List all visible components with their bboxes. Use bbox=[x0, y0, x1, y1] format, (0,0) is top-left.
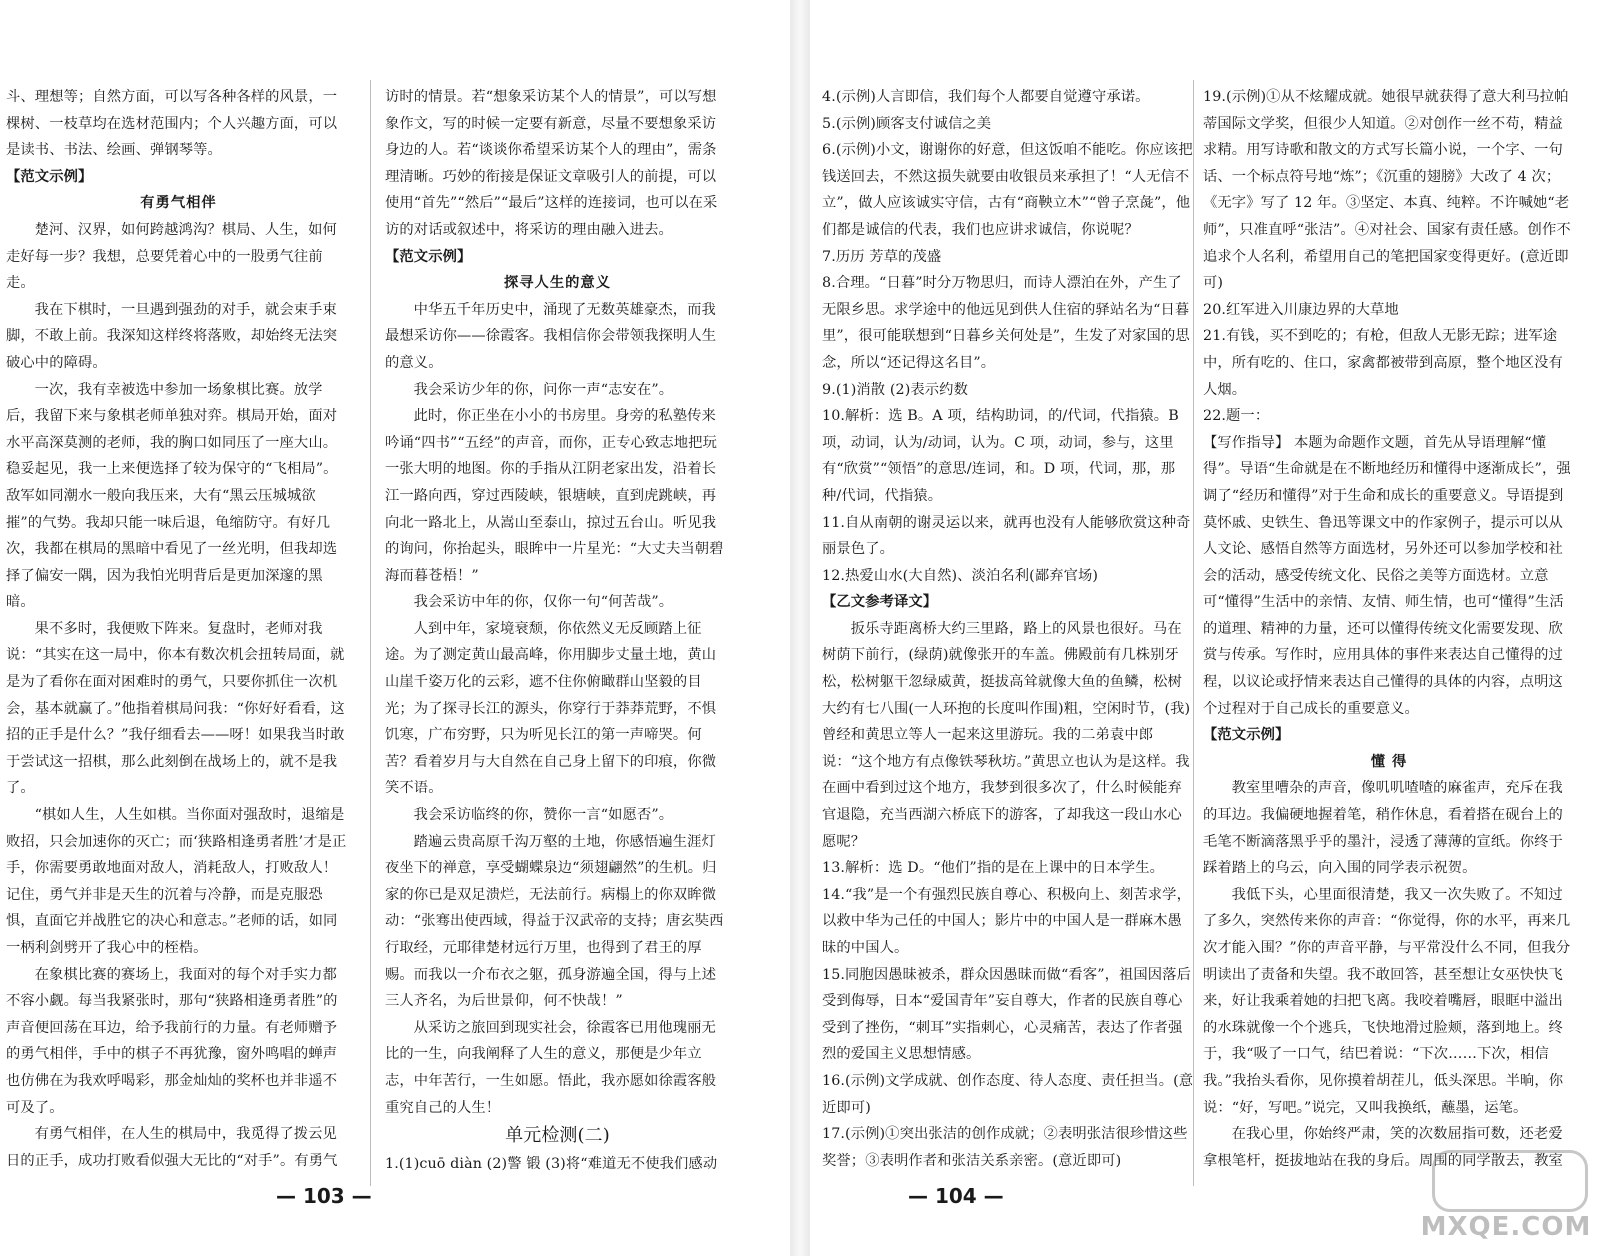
text-paragraph: 我会采访中年的你，仅你一句“何苦哉”。 bbox=[413, 594, 674, 611]
text-paragraph: 【写作指导】 本题为命题作文题，首先从导语理解“懂得”。导语“生命就是在不断地经历和懂得中逐渐成长”，强调了“经历和懂得”对于生命和成长的重要意义。导语提到莫怀戚、史铁生、鲁迅等课文中的作家例子，提示可以从人文论、感悟自然等方面选材，另外还可以参加学校和社会的活动，感受传统文化、民俗之美等方面选材。立意可“懂得”生活中的亲情、友情、师生情，也可“懂得”生活的道理、精神的力量，还可以懂得传统文化需要发现、欣赏与传承。写作时，应用具体的事件来表达自己懂得的过程，以议论或抒情来表达自己懂得的具体的内容，点明这个过程对于自己成长的重要意义。 bbox=[1203, 434, 1571, 717]
section-tag: 【范文示例】 bbox=[1203, 727, 1290, 744]
right-page-column-1 bbox=[822, 84, 1194, 1174]
text-paragraph: 1.(1)cuō diàn (2)警 锻 (3)将“难道无不使我们感动 bbox=[385, 1156, 718, 1173]
watermark-logo bbox=[1418, 1146, 1594, 1250]
text-paragraph: 15.同胞因愚昧被杀，群众因愚昧而做“看客”，祖国因落后受到侮辱，日本“爱国青年”妄自尊大，作者的民族自尊心受到了挫伤，“刺耳”实指刺心，心灵痛苦，表达了作者强烈的爱国主义思想情感。 bbox=[822, 966, 1191, 1063]
text-paragraph: 从采访之旅回到现实社会，徐霞客已用他瑰丽无比的一生，向我阐释了人生的意义，那便是少年立志，中年苦行，一生如愿。悟此，我亦愿如徐霞客般重究自己的人生！ bbox=[385, 1019, 717, 1116]
text-paragraph: 访时的情景。若“想象采访某个人的情景”，可以写想象作文，写的时候一定要有新意，尽量不要想象采访身边的人。若“谈谈你希望采访某个人的理由”，需条理清晰。巧妙的衔接是保证文章吸引人的前提，可以使用“首先”“然后”“最后”这样的连接词，也可以在采访的对话或叙述中，将采访的理由融入进去。 bbox=[385, 89, 718, 238]
text-paragraph: 人到中年，家境衰颓，你依然义无反顾踏上征途。为了测定黄山最高峰，你用脚步丈量土地，黄山山崖千姿万化的云彩，遮不住你俯瞰群山坚毅的目光；为了探寻长江的源头，你穿行于莽莽荒野，不惧饥寒，广布穷野，只为听见长江的第一声啼哭。何苦？看着岁月与大自然在自己身上留下的印痕，你微笑不语。 bbox=[385, 620, 717, 797]
essay-title: 懂 得 bbox=[1370, 753, 1408, 770]
text-paragraph: 斗、理想等；自然方面，可以写各种各样的风景，一棵树、一枝草均在选材范围内；个人兴趣方面，可以是读书、书法、绘画、弹钢琴等。 bbox=[6, 89, 338, 159]
text-paragraph: 9.(1)消散 (2)表示约数 bbox=[822, 381, 968, 398]
text-paragraph: 在象棋比赛的赛场上，我面对的每个对手实力都不容小觑。每当我紧张时，那句“狭路相逢勇者胜”的声音便回荡在耳边，给予我前行的力量。有老师赠予的勇气相伴，手中的棋子不再犹豫，窗外鸣唱的蝉声也仿佛在为我欢呼喝彩，那金灿灿的奖杯也并非遥不可及了。 bbox=[6, 966, 338, 1116]
column-divider bbox=[370, 80, 371, 1186]
text-paragraph: 我会采访临终的你，赞你一言“如愿否”。 bbox=[413, 807, 674, 824]
text-paragraph: 5.(示例)顾客支付诚信之美 bbox=[822, 115, 992, 132]
essay-title: 探寻人生的意义 bbox=[503, 275, 612, 292]
text-paragraph: 教室里嘈杂的声音，像叽叽喳喳的麻雀声，充斥在我的耳边。我偏硬地握着笔，稍作休息，看着搭在砚台上的毛笔不断滴落黑乎乎的墨汁，浸透了薄薄的宣纸。你终于踩着踏上的乌云，向入围的同学表示祝贺。 bbox=[1203, 780, 1563, 877]
left-page-column-1 bbox=[6, 84, 351, 1174]
left-page bbox=[0, 0, 790, 1256]
text-paragraph: 在我心里，你始终严肃，笑的次数屈指可数，还老爱拿根笔杆，挺拔地站在我的身后。周围的同学散去，教室 bbox=[1203, 1126, 1563, 1169]
text-paragraph: 10.解析：选 B。A 项，结构助词，的/代词，代指猿。B 项，动词，认为/动词，认为。C 项，动词，参与，这里有“欣赏”“领悟”的意思/连词，和。D 项，代词，那，那种/代词，代指猿。 bbox=[822, 408, 1179, 504]
text-paragraph: 一次，我有幸被选中参加一场象棋比赛。放学后，我留下来与象棋老师单独对弈。棋局开始，面对水平高深莫测的老师，我的胸口如同压了一座大山。稳妥起见，我一上来便选择了较为保守的“飞相局”。敌军如同潮水一般向我压来，大有“黑云压城城欲摧”的气势。我却只能一味后退，龟缩防守。有好几次，我都在棋局的黑暗中看见了一丝光明，但我却选择了偏安一隅，因为我怕光明背后是更加深邃的黑暗。 bbox=[6, 381, 338, 611]
text-paragraph: 6.(示例)小文，谢谢你的好意，但这饭咱不能吃。你应该把钱送回去，不然这损失就要由收银员来承担了！“人无信不立”，做人应该诚实守信，古有“商鞅立木”“曾子烹彘”，他们都是诚信的代表，我们也应讲求诚信，你说呢？ bbox=[822, 142, 1193, 238]
text-paragraph: 踏遍云贵高原千沟万壑的土地，你感悟遍生涯灯夜坐下的禅意，享受蝴蝶泉边“须翅翩然”的生机。归家的你已是双足溃烂，无法前行。病榻上的你双眸微动：“张骞出使西域，得益于汉武帝的支持；唐玄奘西行取经，元耶律楚材远行万里，也得到了君王的厚赐。而我以一介布衣之躯，孤身游遍全国，得与上述三人齐名，为后世景仰，何不快哉！” bbox=[385, 833, 724, 1010]
text-paragraph: 有勇气相伴，在人生的棋局中，我觅得了拨云见日的正手，成功打败看似强大无比的“对手”。有勇气 bbox=[6, 1126, 338, 1169]
column-divider bbox=[1193, 80, 1194, 1186]
text-paragraph: 20.红军进入川康边界的大草地 bbox=[1203, 301, 1399, 318]
text-paragraph: 19.(示例)①从不炫耀成就。她很早就获得了意大利马拉帕蒂国际文学奖，但很少人知道。②对创作一丝不苟，精益求精。用写诗歌和散文的方式写长篇小说，一个字、一句话、一个标点符号地“炼”；《沉重的翅膀》大改了 4 次；《无字》写了 12 年。③坚定、本真、纯粹。不许喊她“老师”，只准直呼“张洁”。④对社会、国家有责任感。创作不追求个人名利，希望用自己的笔把国家变得更好。(意近即可) bbox=[1203, 89, 1571, 292]
text-paragraph: 17.(示例)①突出张洁的创作成就；②表明张洁很珍惜这些奖誉；③表明作者和张洁关系亲密。(意近即可) bbox=[822, 1126, 1188, 1169]
right-page-column-2 bbox=[1203, 84, 1575, 1174]
text-paragraph: 13.解析：选 D。“他们”指的是在上课中的日本学生。 bbox=[822, 860, 1164, 877]
book-gutter bbox=[790, 0, 810, 1256]
page-number: — 103 — bbox=[276, 1184, 372, 1208]
text-paragraph: 16.(示例)文学成就、创作态度、待人态度、责任担当。(意近即可) bbox=[822, 1072, 1194, 1116]
text-paragraph: 我会采访少年的你，问你一声“志安在”。 bbox=[413, 381, 674, 398]
watermark-stamp-icon bbox=[1432, 1150, 1588, 1212]
text-paragraph: 12.热爱山水(大自然)、淡泊名利(鄙弃官场) bbox=[822, 567, 1099, 584]
text-paragraph: 4.(示例)人言即信，我们每个人都要自觉遵守承诺。 bbox=[822, 89, 1150, 105]
right-page bbox=[810, 0, 1600, 1256]
text-paragraph: 楚河、汉界，如何跨越鸿沟？棋局、人生，如何走好每一步？我想，总要凭着心中的一股勇气往前走。 bbox=[6, 221, 337, 292]
text-paragraph: 我在下棋时，一旦遇到强劲的对手，就会束手束脚，不敢上前。我深知这样终将落败，却始终无法突破心中的障碍。 bbox=[6, 301, 338, 371]
text-paragraph: 8.合理。“日暮”时分万物思归，而诗人漂泊在外，产生了无限乡思。求学途中的他远见到供人住宿的驿站名为“日暮里”，很可能联想到“日暮乡关何处是”，生发了对家国的思念，所以“还记得这名目”。 bbox=[822, 275, 1190, 371]
text-paragraph: “棋如人生，人生如棋。当你面对强敌时，退缩是败招，只会加速你的灭亡；而‘狭路相逢勇者胜’才是正手，你需要勇敢地面对敌人，消耗敌人，打败敌人！记住，勇气并非是天生的沉着与冷静，而是克服恐惧，直面它并战胜它的决心和意志。”老师的话，如同一柄利剑劈开了我心中的桎梏。 bbox=[6, 807, 347, 956]
text-paragraph: 此时，你正坐在小小的书房里。身旁的私塾传来吟诵“四书”“五经”的声音，而你，正专心致志地把玩一张大明的地图。你的手指从江阴老家出发，沿着长江一路向西，穿过西陵峡，银塘峡，直到虎跳峡，再向北一路北上，从嵩山至泰山，掠过五台山。听见我的询问，你抬起头，眼眸中一片星光：“大丈夫当朝碧海而暮苍梧！” bbox=[385, 408, 724, 584]
text-paragraph: 11.自从南朝的谢灵运以来，就再也没有人能够欣赏这种奇丽景色了。 bbox=[822, 514, 1191, 558]
text-paragraph: 7.历历 芳草的茂盛 bbox=[822, 248, 942, 265]
section-tag: 【范文示例】 bbox=[385, 248, 472, 265]
page-number: — 104 — bbox=[908, 1184, 1004, 1208]
essay-title: 有勇气相伴 bbox=[140, 195, 217, 212]
text-paragraph: 果不多时，我便败下阵来。复盘时，老师对我说：“其实在这一局中，你本有数次机会扭转局面，就是为了看你在面对困难时的勇气，只要你抓住一次机会，基本就赢了。”他指着棋局问我：“你好好看看，这招的正手是什么？”我仔细看去——呀！如果我当时敢于尝试这一招棋，那么此刻倒在战场上的，就不是我了。 bbox=[6, 620, 345, 797]
text-paragraph: 14.“我”是一个有强烈民族自尊心、积极向上、刻苦求学，以救中华为己任的中国人；影片中的中国人是一群麻木愚昧的中国人。 bbox=[822, 886, 1191, 956]
section-tag: 【乙文参考译文】 bbox=[822, 594, 938, 611]
section-tag: 【范文示例】 bbox=[6, 168, 93, 185]
watermark-text: MXQE.COM bbox=[1420, 1212, 1592, 1242]
left-page-column-2 bbox=[385, 84, 730, 1174]
text-paragraph: 中华五千年历史中，涌现了无数英雄豪杰，而我最想采访你——徐霞客。我相信你会带领我探明人生的意义。 bbox=[385, 301, 717, 371]
text-paragraph: 22.题一： bbox=[1203, 408, 1270, 425]
text-paragraph: 21.有钱，买不到吃的；有枪，但敌人无影无踪；进军途中，所有吃的、住口，家禽都被带到高原，整个地区没有人烟。 bbox=[1203, 328, 1563, 398]
text-paragraph: 扳乐寺距离桥大约三里路，路上的风景也很好。马在树荫下前行，(绿荫)就像张开的车盖。佛殿前有几株别牙松，松树躯干忽绿威黄，挺拔高耸就像大鱼的鱼鳞，松树大约有七八围(一人环抱的长度叫作围)粗，空闲时节，(我)曾经和黄思立等人一起来这里游玩。我的二弟袁中郎说：“这个地方有点像铁琴秋坊。”黄思立也认为是这样。我在画中看到过这个地方，我梦到很多次了，什么时候能弃官退隐，充当西湖六桥底下的游客，了却我这一段山水心愿呢？ bbox=[822, 620, 1191, 850]
text-paragraph: 我低下头，心里面很清楚，我又一次失败了。不知过了多久，突然传来你的声音：“你觉得，你的水平，再来几次才能入围？”你的声音平静，与平常没什么不同，但我分明读出了责备和失望。我不敢回答，甚至想让女巫快快飞来，好让我乘着她的扫把飞离。我咬着嘴唇，眼眶中溢出的水珠就像一个个逃兵，飞快地滑过脸颊，落到地上。终于，我“吸了一口气，结巴着说：“下次……下次，相信我。”我抬头看你，见你摸着胡茬儿，低头深思。半晌，你说：“好，写吧。”说完，又叫我换纸，蘸墨，运笔。 bbox=[1203, 886, 1571, 1116]
section-heading: 单元检测(二) bbox=[505, 1125, 610, 1147]
